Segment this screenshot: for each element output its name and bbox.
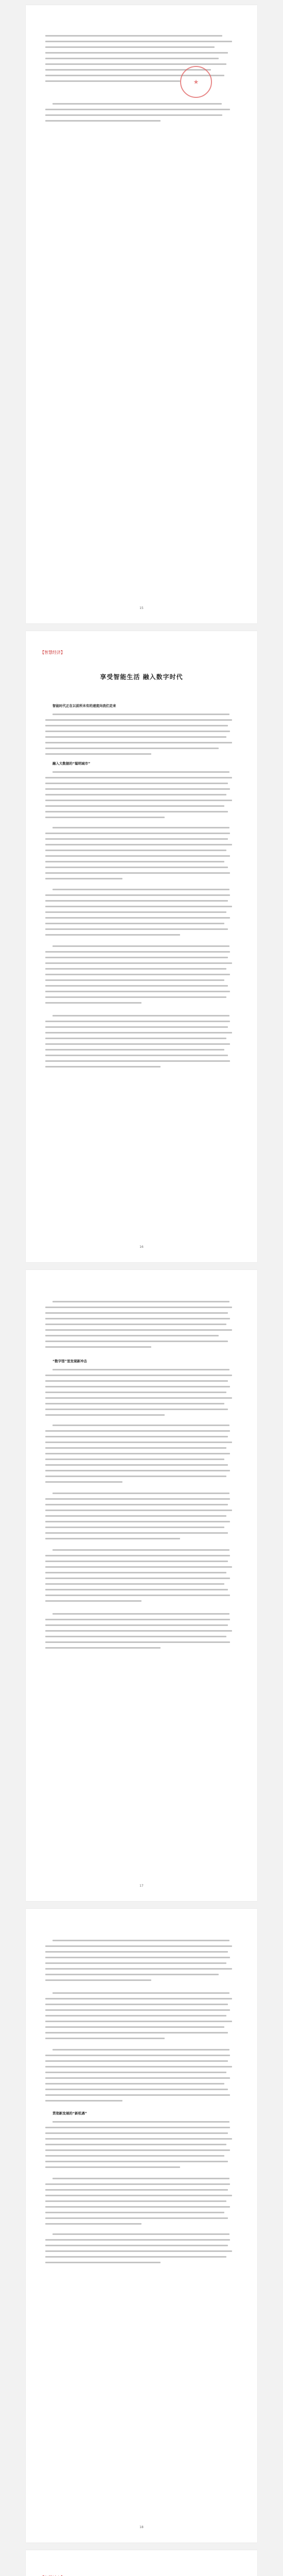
official-seal-icon: ★ xyxy=(180,66,212,98)
paragraph-block xyxy=(45,2049,238,2106)
document-page-4 xyxy=(26,1909,257,2543)
paragraph-block xyxy=(45,1613,238,1653)
subheading: 贯彻新发展的“新机遇” xyxy=(52,2111,87,2115)
paragraph-block xyxy=(45,1301,238,1352)
document-page-2 xyxy=(26,631,257,1262)
paragraph-block xyxy=(45,945,238,1008)
page-number: 16 xyxy=(139,1245,144,1249)
document-page-1 xyxy=(26,5,257,623)
paragraph-block xyxy=(45,2121,238,2172)
paragraph-block xyxy=(45,771,238,822)
paragraph-block xyxy=(45,1493,238,1544)
paragraph-block xyxy=(45,1425,238,1487)
document-page-3 xyxy=(26,1270,257,1901)
paragraph-block xyxy=(45,1015,238,1072)
section-tag: 【智慧经济】 xyxy=(40,650,65,655)
document-page-5 xyxy=(26,2550,257,2576)
subheading: 智能时代正在以前所未有的速度向我们走来 xyxy=(52,704,116,708)
paragraph-block xyxy=(45,1992,238,2043)
paragraph-block xyxy=(45,2178,238,2229)
page-number: 18 xyxy=(139,2526,144,2529)
paragraph-block xyxy=(45,827,238,884)
article-title: 享受智能生活 融入数字时代 xyxy=(100,673,183,681)
page-number: 17 xyxy=(139,1884,144,1888)
paragraph-block xyxy=(45,2233,238,2267)
paragraph-block xyxy=(45,103,238,126)
paragraph-block xyxy=(45,1549,238,1606)
paragraph-block xyxy=(45,1369,238,1420)
subheading: “数字馆”里发现新冲击 xyxy=(52,1359,87,1363)
paragraph-block xyxy=(45,714,238,759)
paragraph-block xyxy=(45,889,238,940)
subheading: 融入大数据的“聪明城市” xyxy=(52,761,91,766)
page-number: 15 xyxy=(139,606,144,610)
paragraph-block xyxy=(45,1940,238,1985)
